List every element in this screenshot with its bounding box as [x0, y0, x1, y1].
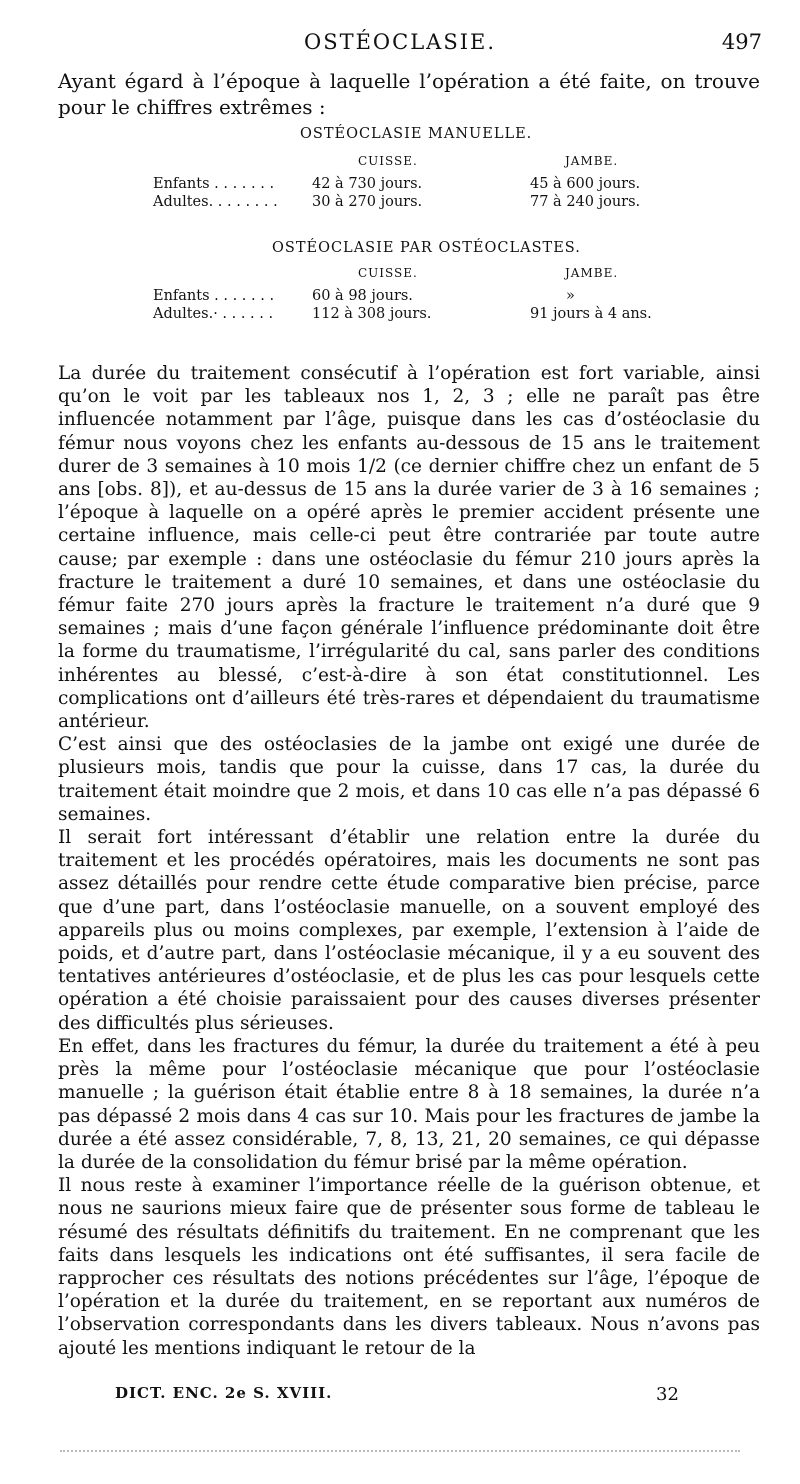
table-row — [0, 306, 800, 326]
bottom-dotted-rule — [60, 1450, 740, 1456]
column-header-cuisse: CUISSE. — [358, 266, 418, 280]
paragraph: Il serait fort intéressant d’établir une relation entre la durée du traitement et les procédés opératoires, mais les documents ne sont pas assez détaillés pour rendre cette étude comparative bien précise, parce que d’une part, dans l’ostéoclasie manuelle, on a souvent employé des appareils plus ou moins complexes, par exemple, l’extension à l’aide de poids, et d’autre part, dans l’ostéoclasie mécanique, il y a eu souvent des tentatives antérieures d’ostéoclasie, et de plus les cas pour lesquels cette opération a été choisie paraissaient pour des causes diverses présenter des difficultés plus sérieuses. — [58, 827, 760, 1034]
page-number: 497 — [721, 30, 762, 54]
paragraph: C’est ainsi que des ostéoclasies de la jambe ont exigé une durée de plusieurs mois, tandis que pour la cuisse, dans 17 cas, la durée du traitement était moindre que 2 mois, et dans 10 cas elle n’a pas dépassé 6 semaines. — [58, 734, 760, 825]
paragraph: Il nous reste à examiner l’importance réelle de la guérison obtenue, et nous ne saurions mieux faire que de présenter sous forme de tableau le résumé des résultats définitifs du traitement. En ne comprenant que les faits dans lesquels les indications ont été suffisantes, il sera facile de rapprocher ces résultats des notions précédentes sur l’âge, l’époque de l’opération et la durée du traitement, en se reportant aux numéros de l’observation correspondants dans les divers tableaux. Nous n’avons pas ajouté les mentions indiquant le retour de la — [58, 1175, 760, 1359]
sheet-number: 32 — [656, 1384, 679, 1405]
table-row — [0, 288, 800, 308]
paragraph: En effet, dans les fractures du fémur, la durée du traitement a été à peu près la même pour l’ostéoclasie mécanique que pour l’ostéoclasie manuelle ; la guérison était établie entre 8 à 18 semaines, la durée n’a pas dépassé 2 mois dans 4 cas sur 10. Mais pour les fractures de jambe la durée a été assez considérable, 7, 8, 13, 21, 20 semaines, ce qui dépasse la durée de la consolidation du fémur brisé par la même opération. — [58, 1035, 760, 1173]
paragraph: La durée du traitement consécutif à l’opération est fort variable, ainsi qu’on le voit par les tableaux nos 1, 2, 3 ; elle ne paraît pas être influencée notamment par l’âge, puisque dans les cas d’ostéoclasie du fémur nous voyons chez les enfants au-dessous de 15 ans le traitement durer de 3 semaines à 10 mois 1/2 (ce dernier chiffre chez un enfant de 5 ans [obs. 8]), et au-dessus de 15 ans la durée varier de 3 à 16 semaines ; l’époque à laquelle on a opéré après le premier accident présente une certaine influence, mais celle-ci peut être contrariée par toute autre cause; par exemple : dans une ostéoclasie du fémur 210 jours après la fracture le traitement a duré 10 semaines, et dans une ostéoclasie du fémur faite 270 jours après la fracture le traitement n’a duré que 9 semaines ; mais d’une façon générale l’influence prédominante doit être la forme du traumatisme, l’irrégularité du cal, sans parler des conditions inhérentes au blessé, c’est-à-dire à son état constitutionnel. Les complications ont d’ailleurs été très-rares et dépendaient du traumatisme antérieur. — [58, 363, 760, 733]
cell-cuisse: 60 à 98 jours. — [312, 288, 413, 304]
cell-jambe: 45 à 600 jours. — [530, 176, 641, 192]
row-label: Enfants . . . . . . . — [153, 288, 275, 304]
cell-jambe: » — [566, 288, 575, 304]
cell-jambe: 77 à 240 jours. — [530, 194, 641, 210]
body-text — [58, 362, 760, 1360]
running-title: OSTÉOCLASIE. — [303, 30, 497, 54]
cell-cuisse: 30 à 270 jours. — [312, 194, 423, 210]
table-title: OSTÉOCLASIE PAR OSTÉOCLASTES. — [272, 240, 581, 256]
table-row — [0, 194, 800, 214]
column-header-cuisse: CUISSE. — [358, 154, 418, 168]
table-row — [0, 176, 800, 196]
row-label: Enfants . . . . . . . — [153, 176, 275, 192]
signature-mark: DICT. ENC. 2e S. XVIII. — [115, 1384, 333, 1402]
cell-cuisse: 112 à 308 jours. — [312, 306, 432, 322]
row-label: Adultes. . . . . . . . — [153, 194, 278, 210]
column-header-jambe: JAMBE. — [565, 266, 619, 280]
cell-jambe: 91 jours à 4 ans. — [530, 306, 652, 322]
page-header — [0, 28, 800, 58]
intro-paragraph: Ayant égard à l’époque à laquelle l’opération a été faite, on trouve pour le chiffres extrêmes : — [58, 69, 760, 119]
column-header-jambe: JAMBE. — [565, 154, 619, 168]
table-title: OSTÉOCLASIE MANUELLE. — [300, 126, 533, 142]
page-footer — [0, 1384, 800, 1414]
row-label: Adultes.· . . . . . . — [153, 306, 274, 322]
cell-cuisse: 42 à 730 jours. — [312, 176, 423, 192]
